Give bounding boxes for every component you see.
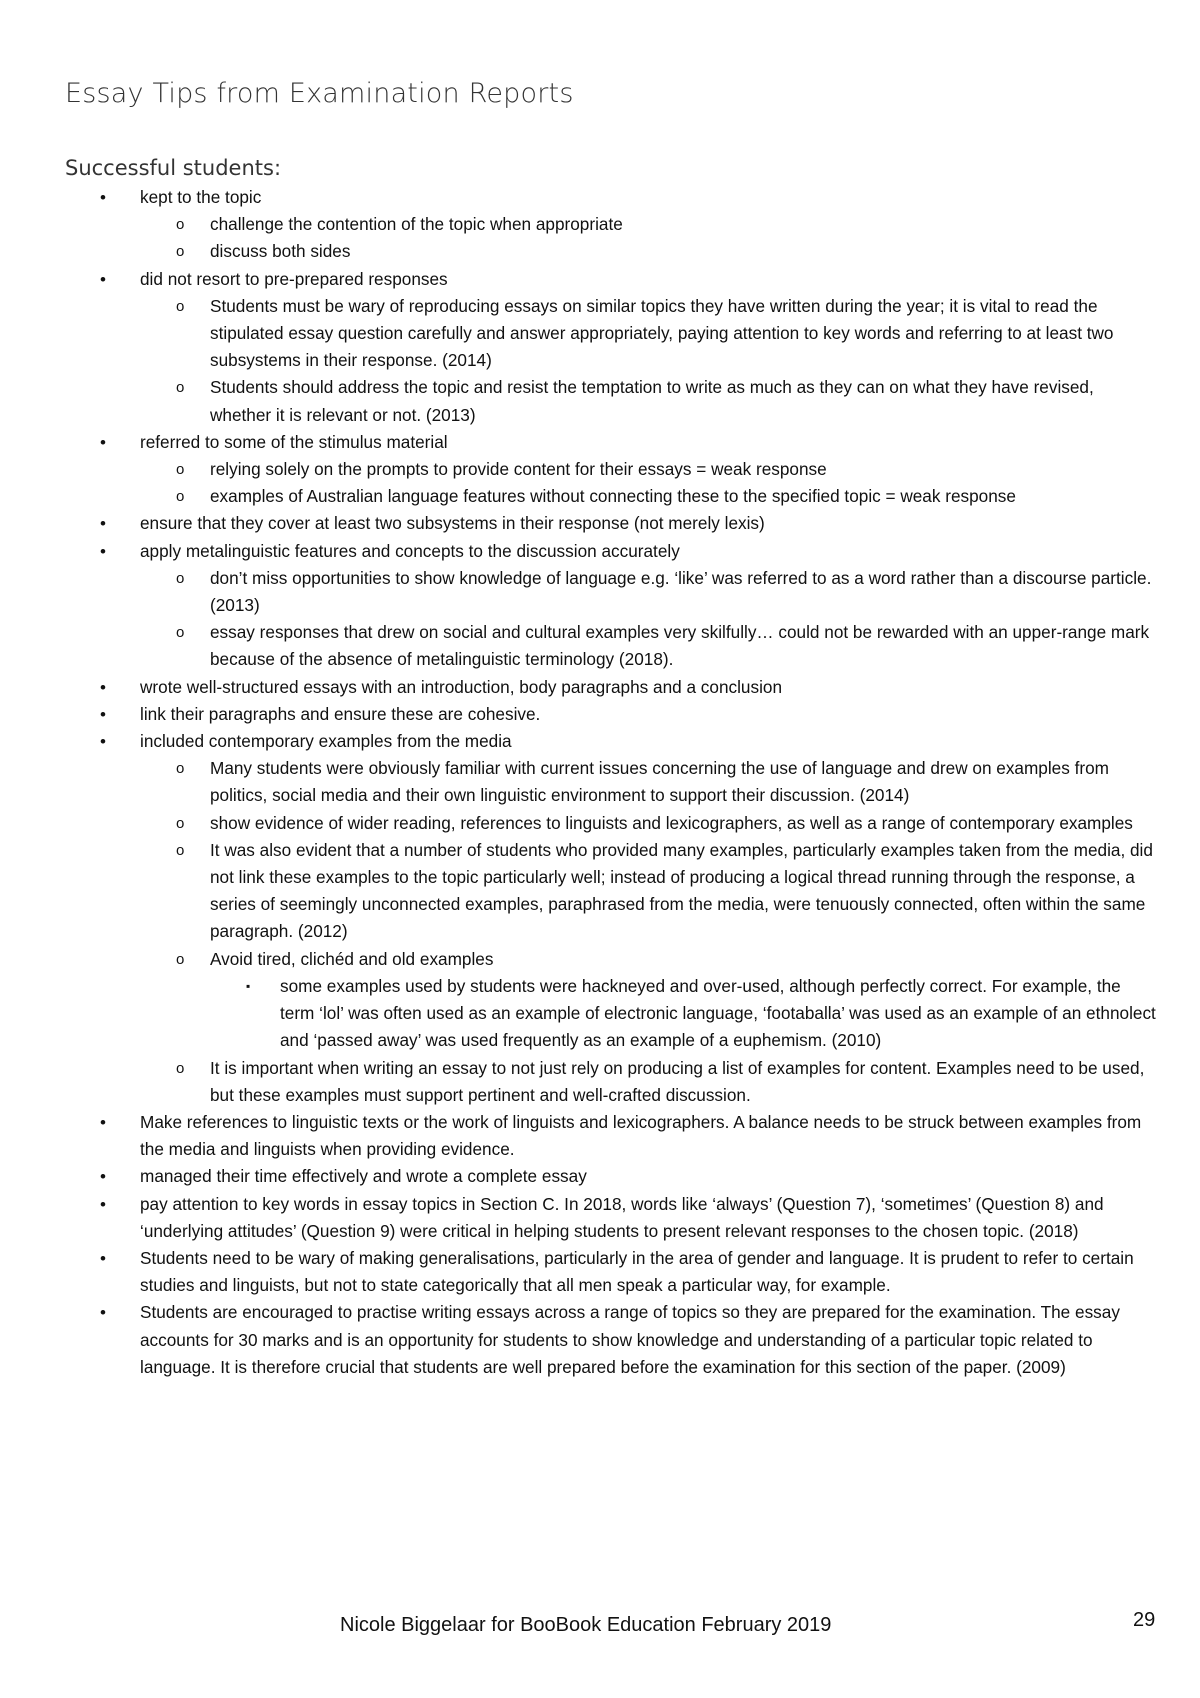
bullet-item bbox=[96, 1299, 1156, 1381]
bullet-item bbox=[96, 538, 1156, 674]
bullet-text: show evidence of wider reading, references to linguists and lexicographers, as well as a range of contemporary examples bbox=[210, 812, 1133, 833]
bullet-text: Students must be wary of reproducing essays on similar topics they have written during the year; it is vital to read the stipulated essay question carefully and answer appropriately, paying attention to key words and referring to at least two subsystems in their response. (2014) bbox=[210, 295, 1114, 371]
bullet-item bbox=[96, 429, 1156, 511]
sub-bullet-item bbox=[170, 810, 1156, 837]
bullet-text: pay attention to key words in essay topics in Section C. In 2018, words like ‘always’ (Question 7), ‘sometimes’ (Question 8) and ‘underlying attitudes’ (Question 9) were critical in helping students to present relevant responses to the chosen topic. (2018) bbox=[140, 1193, 1104, 1241]
footer-credit: Nicole Biggelaar for BooBook Education February 2019 bbox=[340, 1614, 832, 1636]
bullet-text: challenge the contention of the topic when appropriate bbox=[210, 214, 623, 235]
bullet-text: discuss both sides bbox=[210, 241, 351, 262]
bullet-item bbox=[96, 510, 1156, 537]
bullet-text: apply metalinguistic features and concepts to the discussion accurately bbox=[140, 540, 680, 561]
page-number: 29 bbox=[1133, 1609, 1156, 1631]
bullet-item bbox=[96, 1109, 1156, 1163]
section-heading: Successful students: bbox=[65, 156, 282, 180]
bullet-text: ensure that they cover at least two subsystems in their response (not merely lexis) bbox=[140, 513, 765, 534]
bullet-text: It was also evident that a number of students who provided many examples, particularly examples taken from the media, did not link these examples to the topic particularly well; instead of producing a logical thread running through the response, a series of seemingly unconnected examples, paraphrased from the media, were tenuously connected, often within the same paragraph. (2012) bbox=[210, 839, 1153, 942]
bullet-text: Students need to be wary of making generalisations, particularly in the area of gender and language. It is prudent to refer to certain studies and linguists, but not to state categorically that all men speak a particular way, for example. bbox=[140, 1247, 1134, 1296]
sub-bullet-item bbox=[170, 755, 1156, 809]
sub-bullet-item bbox=[170, 1055, 1156, 1109]
bullet-text: Students should address the topic and resist the temptation to write as much as they can on what they have revised, whether it is relevant or not. (2013) bbox=[210, 377, 1094, 425]
bullet-text: Make references to linguistic texts or the work of linguists and lexicographers. A balance needs to be struck between examples from the media and linguists when providing evidence. bbox=[140, 1111, 1142, 1160]
bullet-text: managed their time effectively and wrote a complete essay bbox=[140, 1166, 587, 1187]
sub-bullet-item bbox=[170, 483, 1156, 510]
bullet-item bbox=[96, 674, 1156, 701]
bullet-text: It is important when writing an essay to not just rely on producing a list of examples for content. Examples need to be used, but these examples must support pertinent and well-crafted discussion. bbox=[210, 1057, 1145, 1105]
bullet-item bbox=[96, 1191, 1156, 1245]
sub-sub-bullet-list bbox=[240, 973, 1156, 1055]
sub-bullet-item bbox=[170, 374, 1156, 428]
sub-bullet-item bbox=[170, 293, 1156, 375]
bullet-text: Many students were obviously familiar with current issues concerning the use of language and drew on examples from politics, social media and their own linguistic environment to support their discussion. (2014) bbox=[210, 758, 1109, 806]
bullet-item bbox=[96, 728, 1156, 1109]
bullet-item bbox=[96, 184, 1156, 266]
sub-bullet-item bbox=[170, 837, 1156, 946]
sub-bullet-item bbox=[170, 211, 1156, 238]
sub-bullet-list bbox=[170, 211, 1156, 265]
bullet-item bbox=[96, 1245, 1156, 1299]
sub-bullet-list bbox=[170, 456, 1156, 510]
bullet-text: wrote well-structured essays with an introduction, body paragraphs and a conclusion bbox=[140, 676, 783, 697]
sub-bullet-item bbox=[170, 565, 1156, 619]
bullet-list bbox=[96, 184, 1156, 1381]
sub-sub-bullet-item bbox=[240, 973, 1156, 1055]
sub-bullet-item bbox=[170, 946, 1156, 1055]
sub-bullet-item bbox=[170, 619, 1156, 673]
bullet-text: kept to the topic bbox=[140, 187, 262, 207]
sub-bullet-item bbox=[170, 238, 1156, 265]
bullet-text: relying solely on the prompts to provide content for their essays = weak response bbox=[210, 459, 827, 480]
bullet-text: essay responses that drew on social and cultural examples very skilfully… could not be rewarded with an upper-range mark because of the absence of metalinguistic terminology (2018). bbox=[210, 622, 1150, 670]
bullet-text: referred to some of the stimulus material bbox=[140, 431, 448, 452]
bullet-text: Avoid tired, clichéd and old examples bbox=[210, 948, 494, 969]
bullet-text: link their paragraphs and ensure these are cohesive. bbox=[140, 703, 541, 724]
page-title: Essay Tips from Examination Reports bbox=[65, 78, 574, 109]
bullet-item bbox=[96, 266, 1156, 429]
bullet-text: don’t miss opportunities to show knowledge of language e.g. ‘like’ was referred to as a word rather than a discourse particle. (2013) bbox=[210, 567, 1152, 616]
bullet-text: some examples used by students were hackneyed and over-used, although perfectly correct. For example, the term ‘lol’ was often used as an example of electronic language, ‘footaballa’ was used as an example of an ethnolect and ‘passed away’ was used frequently as an example of a euphemism. (2010) bbox=[280, 975, 1156, 1051]
bullet-text: Students are encouraged to practise writing essays across a range of topics so they are prepared for the examination. The essay accounts for 30 marks and is an opportunity for students to show knowledge and understanding of a particular topic related to language. It is therefore crucial that students are well prepared before the examination for this section of the paper. (2009) bbox=[140, 1302, 1120, 1377]
sub-bullet-item bbox=[170, 456, 1156, 483]
sub-bullet-list bbox=[170, 755, 1156, 1109]
bullet-item bbox=[96, 1163, 1156, 1190]
sub-bullet-list bbox=[170, 293, 1156, 429]
bullet-item bbox=[96, 701, 1156, 728]
bullet-text: did not resort to pre-prepared responses bbox=[140, 268, 448, 289]
tips-list-container bbox=[96, 184, 1156, 1381]
sub-bullet-list bbox=[170, 565, 1156, 674]
bullet-text: included contemporary examples from the media bbox=[140, 731, 512, 752]
bullet-text: examples of Australian language features without connecting these to the specified topic = weak response bbox=[210, 486, 1016, 507]
